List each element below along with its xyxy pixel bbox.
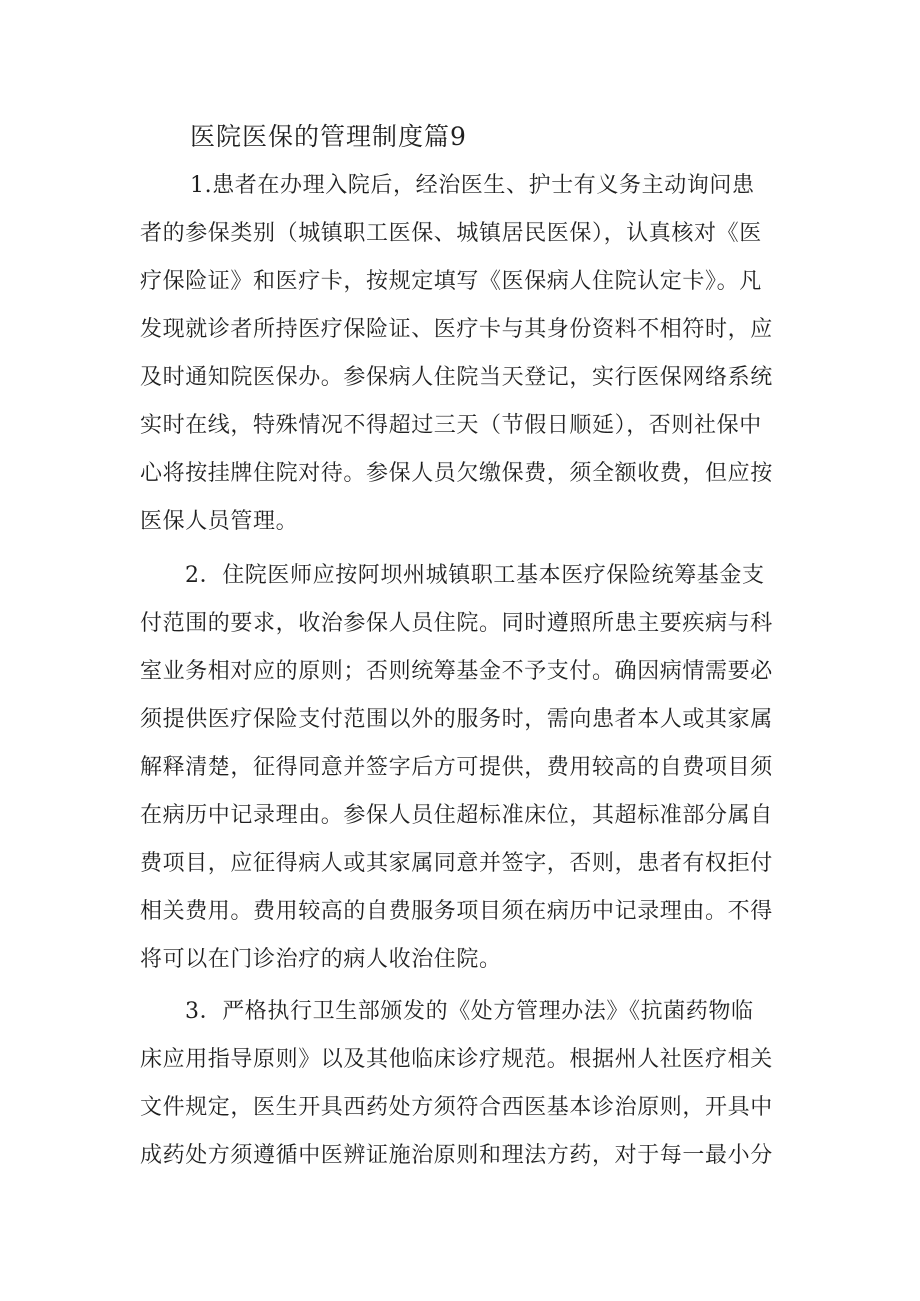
paragraph-3-line-1: 3．严格执行卫生部颁发的《处方管理办法》《抗菌药物临	[185, 999, 754, 1024]
paragraph-1-line-4: 发现就诊者所持医疗保险证、医疗卡与其身份资料不相符时，应	[140, 317, 773, 342]
paragraph-1-line-2: 者的参保类别（城镇职工医保、城镇居民医保），认真核对《医	[140, 221, 762, 246]
paragraph-1-line-1: 1.患者在办理入院后，经治医生、护士有义务主动询问患	[190, 173, 755, 198]
paragraph-2-line-6: 在病历中记录理由。参保人员住超标准床位，其超标准部分属自	[140, 803, 773, 828]
paragraph-3-line-3: 文件规定，医生开具西药处方须符合西医基本诊治原则，开具中	[140, 1095, 773, 1120]
paragraph-1-line-3: 疗保险证》和医疗卡，按规定填写《医保病人住院认定卡》。凡	[140, 269, 762, 294]
paragraph-2-line-7: 费项目，应征得病人或其家属同意并签字，否则，患者有权拒付	[140, 851, 773, 876]
paragraph-1-line-5: 及时通知院医保办。参保病人住院当天登记，实行医保网络系统	[140, 365, 773, 390]
paragraph-2-line-2: 付范围的要求，收治参保人员住院。同时遵照所患主要疾病与科	[140, 611, 773, 636]
paragraph-2-line-9: 将可以在门诊治疗的病人收治住院。	[140, 947, 502, 972]
paragraph-3-line-4: 成药处方须遵循中医辨证施治原则和理法方药，对于每一最小分	[140, 1143, 773, 1168]
paragraph-3-line-2: 床应用指导原则》以及其他临床诊疗规范。根据州人社医疗相关	[140, 1047, 773, 1072]
paragraph-2-line-5: 解释清楚，征得同意并签字后方可提供，费用较高的自费项目须	[140, 755, 773, 780]
paragraph-1-line-7: 心将按挂牌住院对待。参保人员欠缴保费，须全额收费，但应按	[140, 461, 773, 486]
paragraph-2-line-8: 相关费用。费用较高的自费服务项目须在病历中记录理由。不得	[140, 899, 773, 924]
paragraph-1-line-6: 实时在线，特殊情况不得超过三天（节假日顺延），否则社保中	[140, 413, 762, 438]
document-title: 医院医保的管理制度篇9	[190, 122, 467, 151]
paragraph-2-line-1: 2．住院医师应按阿坝州城镇职工基本医疗保险统筹基金支	[185, 563, 765, 588]
paragraph-2-line-3: 室业务相对应的原则；否则统筹基金不予支付。确因病情需要必	[140, 659, 773, 684]
paragraph-1-line-8: 医保人员管理。	[140, 509, 299, 534]
paragraph-2-line-4: 须提供医疗保险支付范围以外的服务时，需向患者本人或其家属	[140, 707, 773, 732]
